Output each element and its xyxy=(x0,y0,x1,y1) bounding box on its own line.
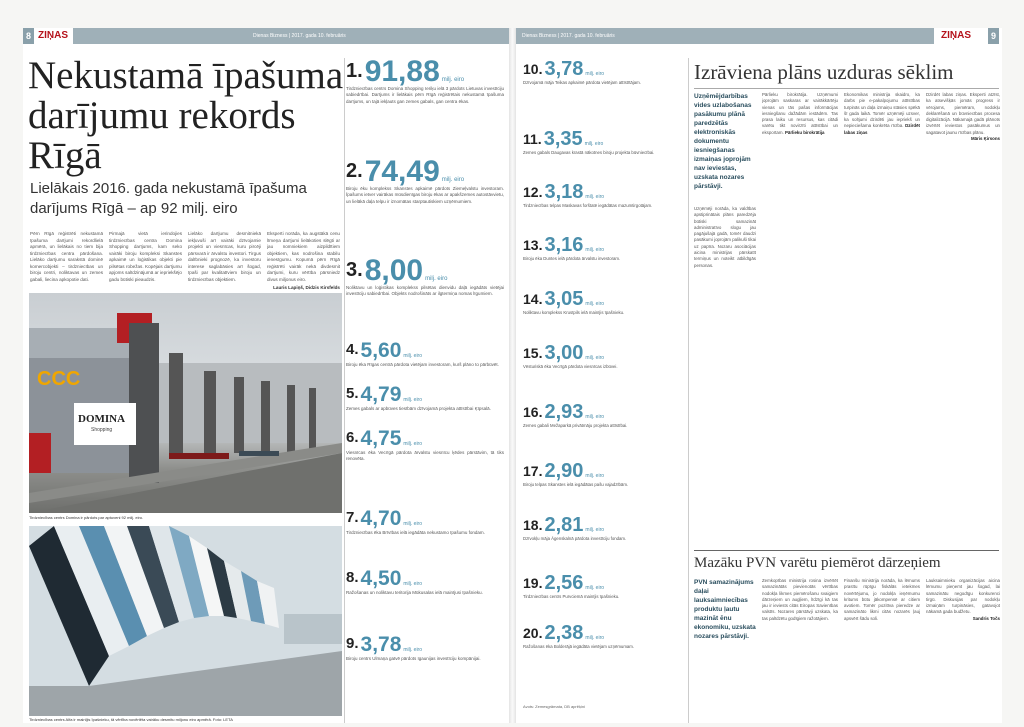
running-head: Dienas Bizness | 2017. gada 10. februāris xyxy=(522,33,615,39)
left-page xyxy=(23,28,509,723)
rank-value: 2,90 xyxy=(544,460,584,482)
building-illustration xyxy=(29,526,342,716)
domina-sign-sub: Shopping xyxy=(91,427,113,433)
mall-illustration xyxy=(29,293,342,513)
article1-text: Pārlieku birokrātija. Uzņēmumi joprojām saskaras ar vairākkārtēju vienas un tās pašas informācijas iesniegšanu dažādām iestādēm. Tas prasa laiku un resursus, kas citādi varētu tikt novirzīti attīstībai un eksportam. xyxy=(762,92,838,135)
article1-lead: Uzņēmējdarbības vides uzlabošanas pasākumu plānā paredzētās elektroniskās dokumentu iesniegšanas izmaiņas joprojām nav ieviestas, uzskata nozares pārstāvji. xyxy=(694,93,752,190)
rank-value: 3,78 xyxy=(544,58,584,80)
rank-number: 5. xyxy=(346,385,359,402)
article1-column xyxy=(844,92,920,547)
ccc-sign: CCC xyxy=(37,368,81,390)
ranking-item xyxy=(523,236,685,262)
rank-value: 4,50 xyxy=(360,567,402,590)
ranking-item xyxy=(523,344,685,370)
rank-text: Biroju centrs Ulmaņa gatvē pārdots Igaunijas investīciju kompānijai. xyxy=(346,656,481,661)
rank-text: Biroju ēku komplekss Skanstes apkaimē pārdots Ziemeļvalstu investoram. Īpašums ietver vairākas mūsdienīgas biroju ēkas ar apakšzemes autostāvvietu, un lielākā daļa telpu ir iznomātas starptautiskiem uzņēmumiem. xyxy=(346,186,504,204)
article1-text: Dzirdēt labas ziņas. Eksperti atzīst, ka atsevišķās jomās progress ir vērojams, piemēram, nodokļu deklarēšanā un būvniecības procesa digitalizācijā. Nākamajā gadā plānots izvērtēt ieviestos pasākumus un sagatavot jaunu rīcības plānu. xyxy=(926,92,1000,135)
article2-byline: Sandris Točs xyxy=(972,615,1000,621)
rank-number: 8. xyxy=(346,569,359,586)
rank-number: 12. xyxy=(523,184,543,200)
rank-number: 14. xyxy=(523,291,543,307)
rank-number: 7. xyxy=(346,509,359,526)
ranking-item xyxy=(346,254,504,298)
rank-value: 4,79 xyxy=(360,383,402,406)
rank-number: 9. xyxy=(346,635,359,652)
rank-value: 8,00 xyxy=(364,254,424,287)
rank-text: Zemes gabals Daugavas krastā nākotnes biroju projekta būvniecībai. xyxy=(523,150,655,155)
article2-lead: PVN samazinājums daļai lauksaimniecības produktu ļautu mazināt ēnu ekonomiku, uzskata nozares pārstāvji. xyxy=(694,579,756,640)
section-label: ZIŅAS xyxy=(941,30,971,41)
article1-subhead: Pārlieku birokrātija xyxy=(784,129,825,135)
rank-value: 2,38 xyxy=(544,622,584,644)
rank-number: 11. xyxy=(523,131,542,147)
byline: Lauris Lapiņš, Didzis Kirsfelds xyxy=(273,285,340,290)
article1-subhead: Dzirdēt labas ziņas xyxy=(844,123,920,135)
rank-text: Dzīvojamā māja Teikas apkaimē pārdota vietējam attīstītājam. xyxy=(523,80,641,85)
article1-column: Uzņēmēji norāda, ka valdības apstiprinātais plāns paredzēja būtiski samazināt administratīvo slogu jau pagājušajā gadā, tomēr daudzi pasākumi joprojām palikuši tikai uz papīra. Nozaru asociācijas aicina ministrijas pārskatīt termiņus un noteikt atbildīgās personas. xyxy=(694,206,756,268)
ranking-item xyxy=(523,624,685,650)
article2-column xyxy=(926,578,1000,718)
rank-value: 74,49 xyxy=(364,155,440,188)
rank-unit: milj. eiro xyxy=(403,353,423,359)
article-title: Nekustamā īpašuma darījumu rekords Rīgā xyxy=(28,54,344,177)
ranking-item xyxy=(523,130,685,156)
rank-text: Biroju ēka Duntes ielā pārdota ārvalstu investoram. xyxy=(523,256,621,261)
ranking-item xyxy=(346,428,504,463)
domina-sign: DOMINA xyxy=(78,413,126,425)
ranking-item xyxy=(523,183,685,209)
rank-value: 91,88 xyxy=(364,55,440,88)
rank-number: 1. xyxy=(346,60,363,82)
column-rule xyxy=(688,58,689,723)
title-rule xyxy=(694,88,999,89)
right-page xyxy=(516,28,1002,723)
rank-value: 3,16 xyxy=(544,234,584,256)
rank-value: 4,70 xyxy=(360,507,402,530)
rank-unit: milj. eiro xyxy=(585,473,605,479)
rank-unit: milj. eiro xyxy=(403,441,423,447)
rank-unit: milj. eiro xyxy=(584,141,604,147)
body-column: Pērn Rīgā reģistrēti nekustamā īpašuma darījumi rekordlielā apmērā, un lielākais no tiem bija tirdzniecības centra pārdošana. Lielāko darījumu sarakstā dominē komercobjekti – tirdzniecības un biroju centri, noliktavas un zemes gabali, liecina apkopotie dati. xyxy=(30,231,103,282)
rank-text: Tirdzniecības ēka Brīvības ielā iegādāta nekustamo īpašumu fondam. xyxy=(346,530,485,535)
rank-unit: milj. eiro xyxy=(585,247,605,253)
rank-text: Viesnīcas ēka Vecrīgā pārdota ārvalstu viesnīcu ķēdes pārstāvim, tā tiks renovēta. xyxy=(346,450,504,462)
rank-text: Dzīvokļu māja Āgenskalnā pārdota investīciju fondam. xyxy=(523,536,627,541)
header-bar xyxy=(73,28,509,44)
rank-text: Zemes gabals ar apbūves tiesībām dzīvojamā projekta attīstībai Ķīpsalā. xyxy=(346,406,491,411)
rank-unit: milj. eiro xyxy=(585,585,605,591)
ranking-item xyxy=(346,384,504,412)
ranking-item xyxy=(523,290,685,316)
rank-text: Biroju ēka Rīgas centrā pārdota vietējam investoram, kurš plāno to pārbūvēt. xyxy=(346,362,499,367)
article2-text: Lauksaimnieku organizācijas aicina lēmumu pieņemt jau šogad, lai samazinātu negodīgu konkurenci tirgū. Diskusijas par nodokļu izmaiņām turpināsies, gatavojot nākamā gada budžetu. xyxy=(926,578,1000,615)
article-subtitle: Lielākais 2016. gada nekustamā īpašuma darījums Rīgā – ap 92 milj. eiro xyxy=(30,180,307,217)
rank-unit: milj. eiro xyxy=(403,647,423,653)
article2-column: Finanšu ministrija norāda, ka lēmums prasītu rūpīgu fiskālās ietekmes novērtējumu, jo nodokļa ieņēmumu kritums būtu jākompensē ar citiem avotiem. Tomēr pozitīva pieredze ar samazināto likmi citās nozarēs ļauj apsvērt šādu soli. xyxy=(844,578,920,621)
rank-number: 6. xyxy=(346,429,359,446)
column-rule xyxy=(344,58,345,723)
rank-value: 2,81 xyxy=(544,514,584,536)
page-spine xyxy=(509,28,516,723)
article-separator xyxy=(694,550,999,551)
ranking-item xyxy=(523,516,685,542)
ranking-item xyxy=(346,508,504,536)
rank-unit: milj. eiro xyxy=(585,635,605,641)
rank-text: Biroju telpas Skanstes ielā iegādātas pašu vajadzībām. xyxy=(523,482,629,487)
body-text: Eksperti norāda, ka augstākā cenu līmeņa darījumi lielākoties slēgti ar jau nomniekiem aizpildītiem objektiem, kas nodrošina stabilu ienesīgumu. Kopumā pērn Rīgā reģistrēti vairāk nekā divdesmit darījumi, kuru vērtība pārsniedz divus miljonus eiro. xyxy=(267,231,340,282)
rank-text: Noliktavu un loģistikas komplekss pilsētas dienvidu daļā iegādāts vietējai investīciju sabiedrībai. Objekts nodrošināts ar ilgtermiņa nomas līgumiem. xyxy=(346,285,504,297)
rank-number: 3. xyxy=(346,259,363,281)
rank-unit: milj. eiro xyxy=(585,414,605,420)
rank-value: 4,75 xyxy=(360,427,402,450)
ranking-item xyxy=(346,568,504,596)
ranking-item xyxy=(523,462,685,488)
article1-byline: Māris Ķirsons xyxy=(970,136,1000,142)
rank-value: 3,35 xyxy=(543,128,583,150)
rank-unit: milj. eiro xyxy=(403,521,423,527)
header-bar xyxy=(516,28,934,44)
rank-text: Zemes gabali Mežaparkā privātmāju projekta attīstībai. xyxy=(523,423,628,428)
ranking-item xyxy=(523,574,685,600)
article2-column: Zemkopības ministrija rosina izvērtēt samazinātās pievienotās vērtības nodokļa likmes piemērošanu svaigiem dārzeņiem un augļiem, līdzīgi kā tas jau ir ieviests citās Eiropas Savienības valstīs. Nozares pārstāvji uzskata, ka tas palīdzētu godīgiem ražotājiem. xyxy=(762,578,838,621)
page-number-tab: 9 xyxy=(988,28,999,44)
rank-unit: milj. eiro xyxy=(403,581,423,587)
ranking-item xyxy=(346,634,504,662)
rank-unit: milj. eiro xyxy=(585,301,605,307)
ranking-item xyxy=(346,55,504,105)
rank-value: 3,05 xyxy=(544,288,584,310)
article1-column xyxy=(762,92,838,547)
rank-number: 10. xyxy=(523,61,543,77)
rank-number: 20. xyxy=(523,625,543,641)
rank-text: Tirdzniecības centrs Purvciemā mainījis īpašnieku. xyxy=(523,594,620,599)
rank-unit: milj. eiro xyxy=(585,71,605,77)
rank-text: Noliktavu komplekss Krustpils ielā mainījis īpašnieku. xyxy=(523,310,625,315)
source-note: Avots: Zemesgrāmata, DB aprēķini xyxy=(523,704,585,709)
rank-number: 17. xyxy=(523,463,543,479)
page-number-tab: 8 xyxy=(23,28,34,44)
ranking-item xyxy=(523,403,685,429)
rank-value: 3,18 xyxy=(544,181,584,203)
rank-value: 3,00 xyxy=(544,342,584,364)
rank-unit: milj. eiro xyxy=(585,527,605,533)
photo-caption: Tirdzniecības centrs Alfa ir mainījis īpašnieku, tā vērtība novērtēta vairāku desmitu miljonu eiro apmērā. Foto: LETA xyxy=(29,717,233,722)
rank-text: Tirdzniecības centrs Domina Shopping Ieriķu ielā 3 pārdots Lietuvas investīciju sabiedrībai. Darījums ir lielākais pērn Rīgā reģistrētais nekustamā īpašuma darījums, un tajā iekļauts gan zemes gabals, gan centra ēkas. xyxy=(346,86,504,104)
rank-unit: milj. eiro xyxy=(585,355,605,361)
ranking-item xyxy=(346,340,504,368)
rank-number: 19. xyxy=(523,575,543,591)
rank-unit: milj. eiro xyxy=(425,276,448,282)
rank-text: Ražošanas un noliktavu teritorija Mūkusalas ielā mainījusi īpašnieku. xyxy=(346,590,483,595)
rank-value: 2,93 xyxy=(544,401,584,423)
photo-domina-mall xyxy=(29,293,342,513)
photo-striped-building xyxy=(29,526,342,716)
article2-title: Mazāku PVN varētu piemērot dārzeņiem xyxy=(694,555,941,571)
rank-text: Ražošanas ēka Bolderājā iegādāta vietējam uzņēmumam. xyxy=(523,644,635,649)
rank-text: Tirdzniecības telpas Maskavas forštatē iegādātas mazumtirgotājam. xyxy=(523,203,653,208)
ranking-item xyxy=(523,60,685,86)
section-label: ZIŅAS xyxy=(38,30,68,41)
rank-unit: milj. eiro xyxy=(585,194,605,200)
rank-number: 4. xyxy=(346,341,359,358)
running-head: Dienas Bizness | 2017. gada 10. februāris xyxy=(253,33,346,39)
rank-number: 18. xyxy=(523,517,543,533)
photo-caption: Tirdzniecības centrs Domina ir pārdots par aptuveni 92 milj. eiro. xyxy=(29,515,144,520)
article1-column xyxy=(926,92,1000,547)
rank-unit: milj. eiro xyxy=(441,77,465,83)
article1-text: Ekonomikas ministrija skaidro, ka darbs pie e-pakalpojumu attīstības turpinās un daļa izmaiņu stāsies spēkā šī gada laikā. Tomēr uzņēmēji uzsver, ka solījumi dzirdēti jau iepriekš un nepieciešama konkrēta rīcība. xyxy=(844,92,920,129)
body-column: Pirmajā vietā ierindojies tirdzniecības centra Domina Shopping darījums, kam seko vairāki biroju kompleksi Skanstes apkaimē un loģistikas objekti pie pilsētas robežas. Kopējais darījumu apjoms salīdzinājumā ar iepriekšējo gadu būtiski pieaudzis. xyxy=(109,231,182,282)
rank-unit: milj. eiro xyxy=(403,397,423,403)
rank-number: 15. xyxy=(523,345,543,361)
rank-text: Vēsturiskā ēka Vecrīgā pārdota viesnīcas izbūvei. xyxy=(523,364,618,369)
rank-value: 5,60 xyxy=(360,339,402,362)
rank-unit: milj. eiro xyxy=(441,177,465,183)
body-column: Lielāko darījumu desmitniekā iekļuvuši arī vairāki dzīvojamie projekti un viesnīcas, kuru pircēji pārsvarā ir ārvalstu investori. Tirgus dalībnieki prognozē, ka investoru interese saglabāsies arī šogad, īpaši par kvalitatīviem biroju un tirdzniecības objektiem. xyxy=(188,231,261,282)
rank-value: 3,78 xyxy=(360,633,402,656)
article1-title: Izrāviena plāns uzduras sēklim xyxy=(694,60,954,84)
rank-value: 2,56 xyxy=(544,572,584,594)
rank-number: 2. xyxy=(346,160,363,182)
ranking-item xyxy=(346,155,504,205)
rank-number: 16. xyxy=(523,404,543,420)
rank-number: 13. xyxy=(523,237,543,253)
